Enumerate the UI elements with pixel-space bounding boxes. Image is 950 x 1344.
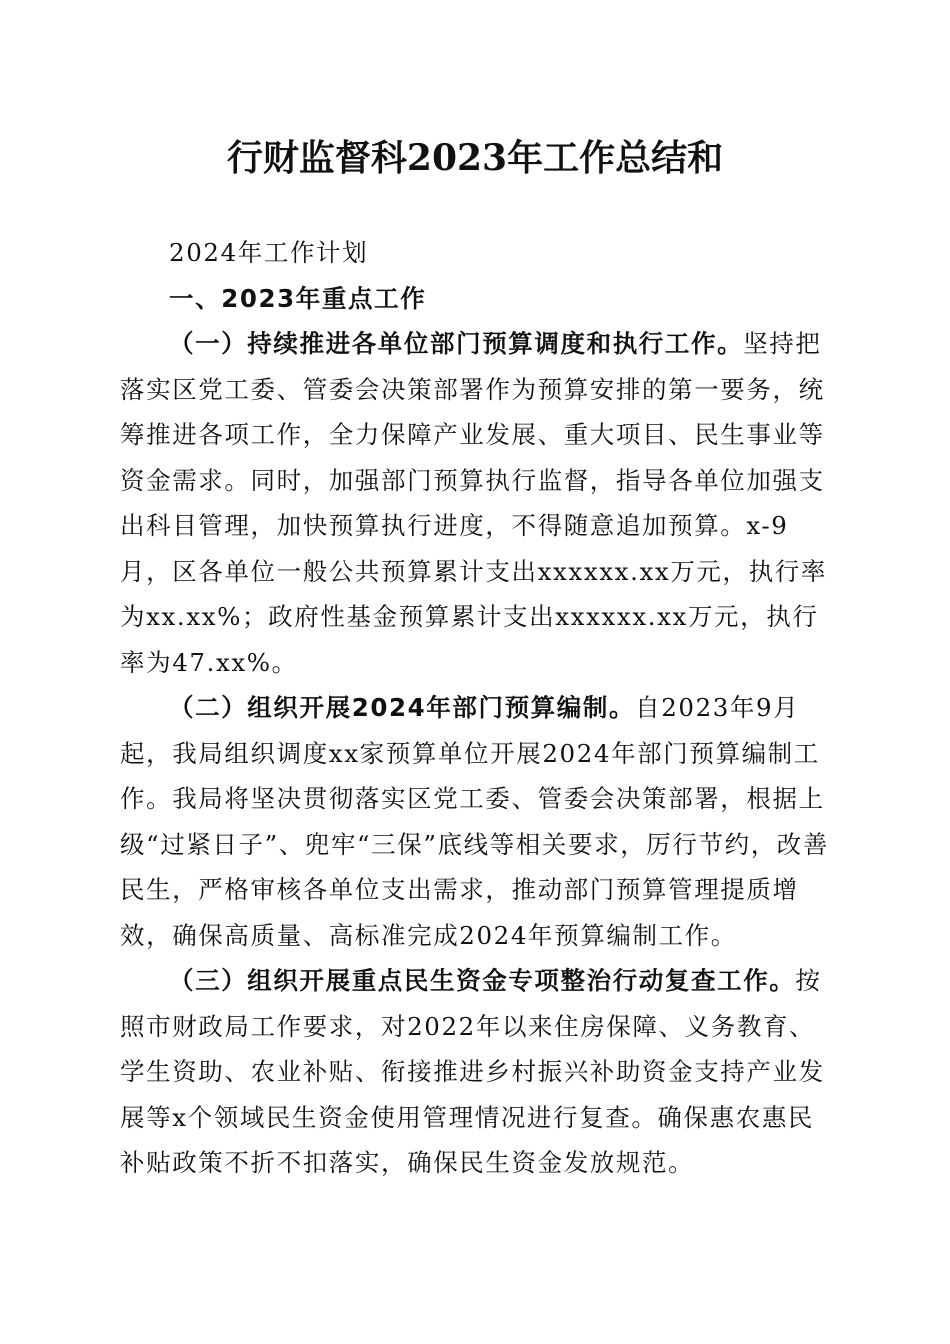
paragraph-lead: （二）组织开展2024年部门预算编制。 <box>169 693 636 722</box>
document-title: 行财监督科2023年工作总结和 <box>226 137 724 179</box>
document-body <box>120 230 830 1186</box>
paragraph-item-3 <box>120 958 830 1186</box>
paragraph-item-2 <box>120 685 830 958</box>
paragraph-text: 自2023年9月起，我局组织调度xx家预算单位开展2024年部门预算编制工作。我局将坚决贯彻落实区党工委、管委会决策部署，根据上级“过紧日子”、兜牢“三保”底线等相关要求，厉行节约，改善民生，严格审核各单位支出需求，推动部门预算管理提质增效，确保高质量、高标准完成2024年预算编制工作。 <box>120 693 829 950</box>
paragraph-text: 坚持把落实区党工委、管委会决策部署作为预算安排的第一要务，统筹推进各项工作，全力保障产业发展、重大项目、民生事业等资金需求。同时，加强部门预算执行监督，指导各单位加强支出科目管理，加快预算执行进度，不得随意追加预算。x-9月，区各单位一般公共预算累计支出xxxxxx.xx万元，执行率为xx.xx%；政府性基金预算累计支出xxxxxx.xx万元，执行率为47.xx%。 <box>120 329 827 677</box>
paragraph-lead: （一）持续推进各单位部门预算调度和执行工作。 <box>169 329 744 358</box>
paragraph-text: 按照市财政局工作要求，对2022年以来住房保障、义务教育、学生资助、农业补贴、衔接推进乡村振兴补助资金支持产业发展等x个领域民生资金使用管理情况进行复查。确保惠农惠民补贴政策不折不扣落实，确保民生资金发放规范。 <box>120 966 825 1177</box>
section-heading: 一、2023年重点工作 <box>169 283 427 313</box>
paragraph-item-1 <box>120 321 830 685</box>
document-subtitle: 2024年工作计划 <box>169 238 369 267</box>
paragraph-lead: （三）组织开展重点民生资金专项整治行动复查工作。 <box>169 966 796 995</box>
